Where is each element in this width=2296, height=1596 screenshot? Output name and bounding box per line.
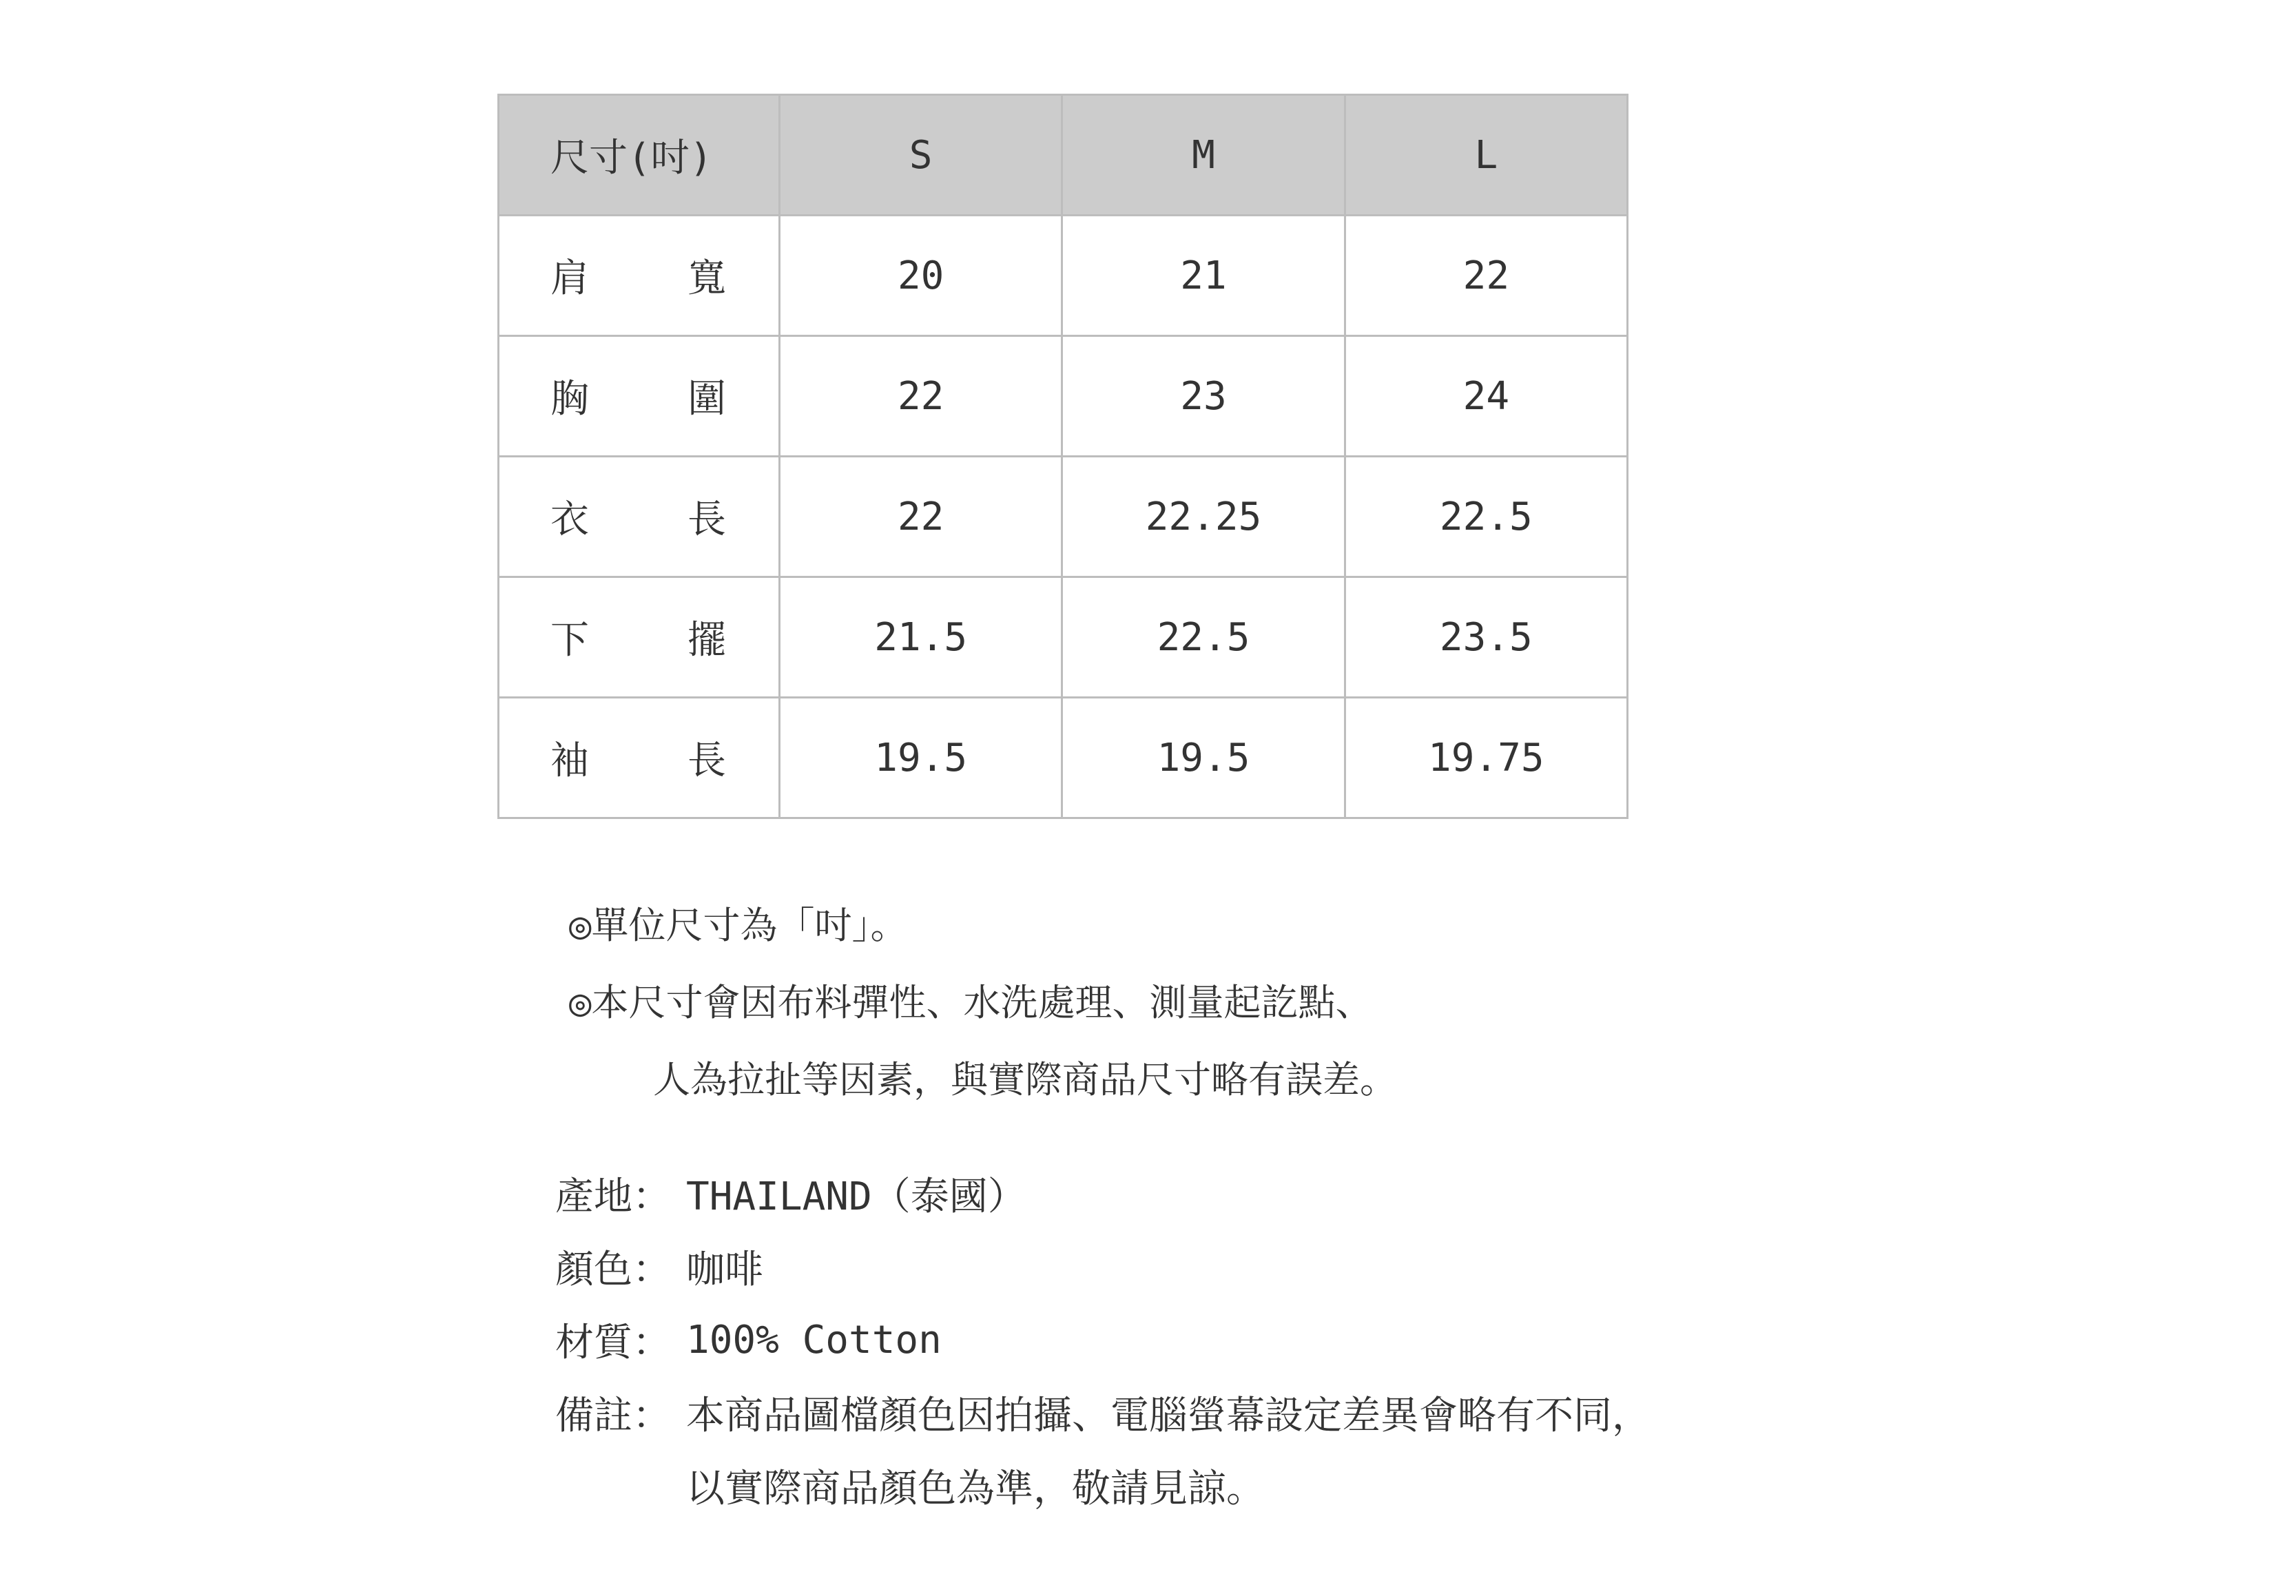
table-cell: 22.5 — [1062, 577, 1345, 698]
spec-color — [555, 1230, 1651, 1303]
row-label — [499, 457, 780, 577]
table-cell: 19.5 — [780, 698, 1062, 818]
spec-remark-value: 本商品圖檔顏色因拍攝、電腦螢幕設定差異會略有不同， — [686, 1393, 1651, 1438]
note-unit: ◎單位尺寸為「吋」。 — [569, 904, 908, 947]
table-row-length — [499, 457, 1628, 577]
table-cell: 20 — [780, 216, 1062, 336]
spec-remark-label: 備註： — [555, 1393, 671, 1438]
table-cell: 23 — [1062, 336, 1345, 457]
table-cell: 21.5 — [780, 577, 1062, 698]
note-tolerance: ◎本尺寸會因布料彈性、水洗處理、測量起訖點、 — [569, 981, 1373, 1024]
size-notes — [569, 887, 1397, 1119]
note-tolerance-continued: 人為拉扯等因素，與實際商品尺寸略有誤差。 — [653, 1058, 1397, 1101]
table-cell: 22 — [1345, 216, 1627, 336]
table-cell: 19.75 — [1345, 698, 1627, 818]
spec-origin — [555, 1157, 1651, 1230]
table-row-chest — [499, 336, 1628, 457]
table-row-sleeve — [499, 698, 1628, 818]
header-row — [499, 95, 1628, 216]
table-cell: 23.5 — [1345, 577, 1627, 698]
header-size-m: M — [1062, 95, 1345, 216]
spec-material — [555, 1303, 1651, 1376]
row-label — [499, 577, 780, 698]
row-label-char: 擺 — [687, 618, 726, 663]
spec-remark-continued: 以實際商品顏色為準，敬請見諒。 — [686, 1467, 1265, 1511]
table-cell: 22.25 — [1062, 457, 1345, 577]
table-row-shoulder — [499, 216, 1628, 336]
row-label-char: 衣 — [550, 497, 589, 542]
spec-remark — [555, 1376, 1651, 1449]
size-chart-table — [497, 94, 1628, 819]
spec-color-value: 咖啡 — [686, 1247, 763, 1292]
row-label — [499, 336, 780, 457]
row-label — [499, 216, 780, 336]
row-label-char: 下 — [550, 618, 589, 663]
row-label-char: 長 — [687, 497, 726, 542]
table-row-hem — [499, 577, 1628, 698]
spec-material-value: 100% Cotton — [686, 1317, 942, 1362]
header-size-unit: 尺寸(吋) — [499, 95, 780, 216]
header-size-l: L — [1345, 95, 1627, 216]
spec-color-label: 顏色： — [555, 1247, 671, 1292]
spec-material-label: 材質： — [555, 1320, 671, 1365]
table-cell: 21 — [1062, 216, 1345, 336]
table-cell: 24 — [1345, 336, 1627, 457]
row-label-char: 肩 — [550, 256, 589, 301]
row-label — [499, 698, 780, 818]
row-label-char: 寬 — [687, 256, 726, 301]
row-label-char: 圍 — [687, 377, 726, 422]
row-label-char: 長 — [687, 738, 726, 783]
product-specs — [555, 1157, 1651, 1522]
row-label-char: 胸 — [550, 377, 589, 422]
size-chart-body — [499, 216, 1628, 818]
table-cell: 22.5 — [1345, 457, 1627, 577]
table-cell: 22 — [780, 336, 1062, 457]
table-cell: 22 — [780, 457, 1062, 577]
spec-origin-value: THAILAND（泰國） — [686, 1174, 1026, 1219]
row-label-char: 袖 — [550, 738, 589, 783]
header-size-s: S — [780, 95, 1062, 216]
spec-origin-label: 產地： — [555, 1174, 671, 1219]
size-chart-header — [499, 95, 1628, 216]
table-cell: 19.5 — [1062, 698, 1345, 818]
